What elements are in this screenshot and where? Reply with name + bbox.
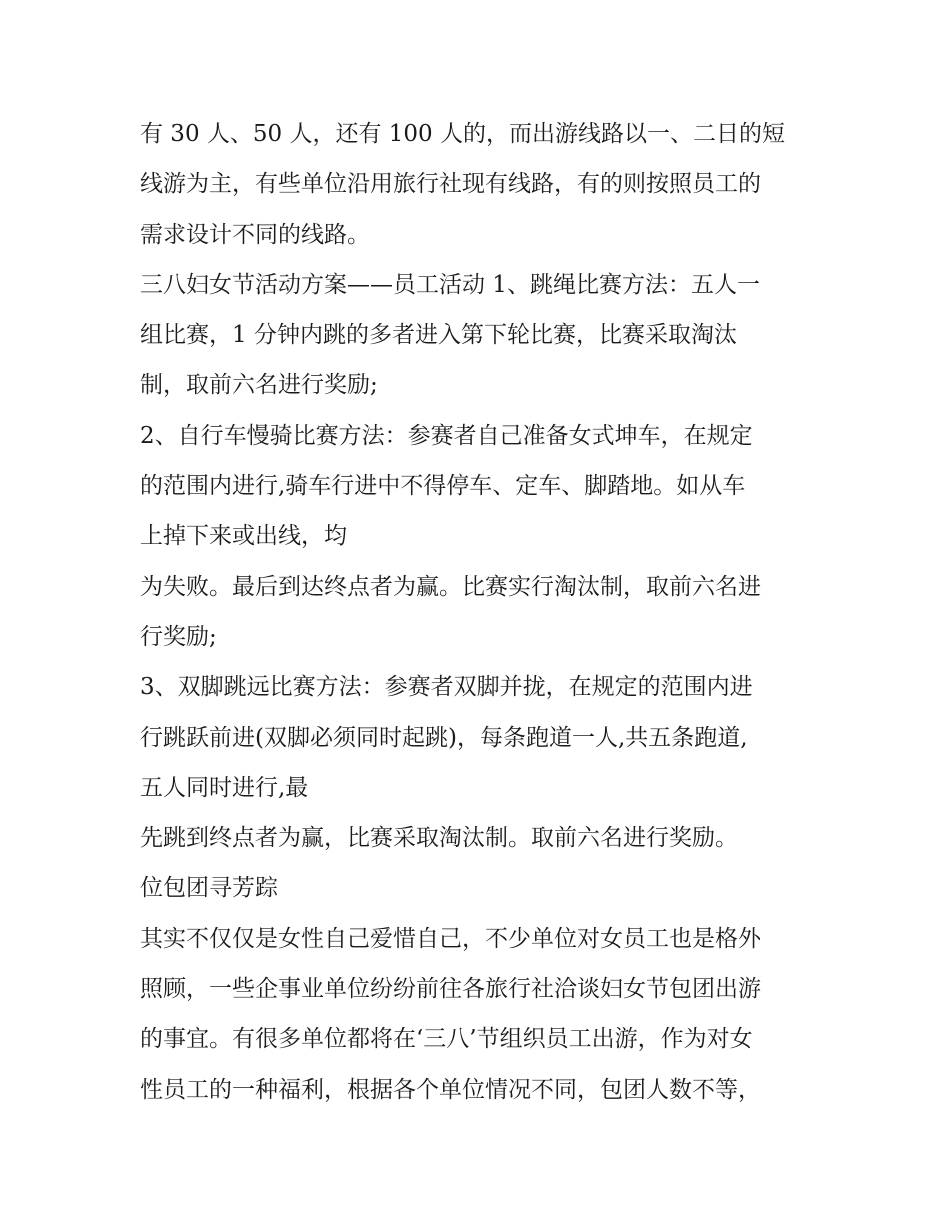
text-line: 有 30 人、50 人，还有 100 人的，而出游线路以一、二日的短 bbox=[140, 121, 785, 147]
text-line: 制，取前六名进行奖励; bbox=[140, 372, 378, 399]
text-line: 上掉下来或出线，均 bbox=[140, 523, 347, 550]
text-line: 五人同时进行,最 bbox=[140, 774, 309, 801]
text-line: 需求设计不同的线路。 bbox=[140, 221, 370, 248]
text-line: 为失败。最后到达终点者为赢。比赛实行淘汰制，取前六名进 bbox=[140, 573, 761, 600]
text-line: 组比赛，1 分钟内跳的多者进入第下轮比赛，比赛采取淘汰 bbox=[140, 322, 737, 349]
text-line: 行跳跃前进(双脚必须同时起跳)，每条跑道一人,共五条跑道, bbox=[140, 724, 748, 751]
text-line: 三八妇女节活动方案——员工活动 1、跳绳比赛方法：五人一 bbox=[140, 271, 760, 298]
text-line: 3、双脚跳远比赛方法：参赛者双脚并拢，在规定的范围内进 bbox=[140, 674, 753, 701]
text-line: 其实不仅仅是女性自己爱惜自己，不少单位对女员工也是格外 bbox=[140, 925, 761, 952]
text-line: 性员工的一种福利，根据各个单位情况不同，包团人数不等， bbox=[140, 1076, 761, 1103]
document-body bbox=[140, 109, 830, 1115]
text-line: 2、自行车慢骑比赛方法：参赛者自己准备女式坤车，在规定 bbox=[140, 422, 753, 449]
text-line: 照顾，一些企事业单位纷纷前往各旅行社洽谈妇女节包团出游 bbox=[140, 976, 761, 1003]
text-line: 的事宜。有很多单位都将在‘三八’节组织员工出游，作为对女 bbox=[140, 1026, 753, 1053]
text-line: 先跳到终点者为赢，比赛采取淘汰制。取前六名进行奖励。 bbox=[140, 825, 738, 852]
text-line: 线游为主，有些单位沿用旅行社现有线路，有的则按照员工的 bbox=[140, 171, 761, 198]
text-line: 位包团寻芳踪 bbox=[140, 875, 278, 902]
text-line: 的范围内进行,骑车行进中不得停车、定车、脚踏地。如从车 bbox=[140, 473, 746, 500]
text-line: 行奖励; bbox=[140, 623, 217, 650]
